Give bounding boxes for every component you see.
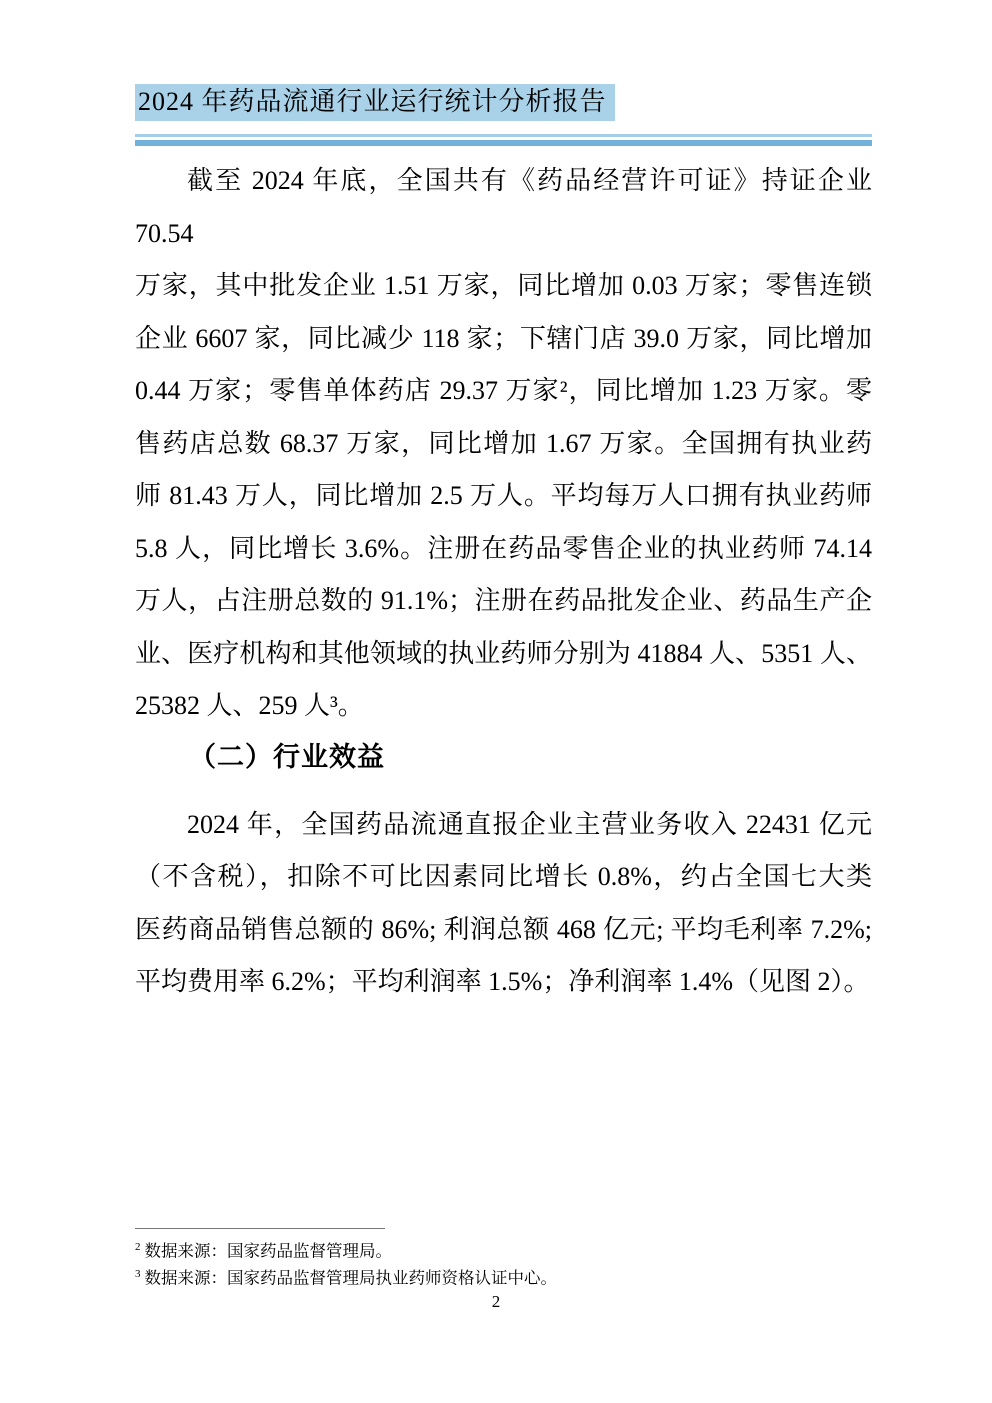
header-double-rule (135, 134, 872, 146)
paragraph-line: 25382 人、259 人³。 (135, 691, 364, 720)
paragraph-line: 万人，占注册总数的 91.1%；注册在药品批发企业、药品生产企 (135, 586, 872, 615)
footnote-text: 数据来源：国家药品监督管理局执业药师资格认证中心。 (144, 1268, 557, 1287)
footnote-marker: 2 (135, 1241, 141, 1253)
footnote-item (135, 1263, 872, 1290)
paragraph-line: 2024 年，全国药品流通直报企业主营业务收入 22431 亿元 (187, 809, 872, 839)
paragraph-line: 0.44 万家；零售单体药店 29.37 万家²，同比增加 1.23 万家。零 (135, 376, 872, 405)
footnote-item (135, 1236, 872, 1263)
paragraph-line: 医药商品销售总额的 86%; 利润总额 468 亿元; 平均毛利率 7.2%; (135, 914, 872, 944)
section-heading-industry-benefit: （二）行业效益 (189, 741, 385, 772)
paragraph-line: 企业 6607 家，同比减少 118 家；下辖门店 39.0 万家，同比增加 (135, 323, 872, 353)
paragraph-industry-benefit (135, 799, 872, 1009)
paragraph-line: 截至 2024 年底，全国共有《药品经营许可证》持证企业 70.54 (135, 166, 879, 248)
page-header (135, 84, 872, 146)
paragraph-line: （不含税），扣除不可比因素同比增长 0.8%，约占全国七大类 (135, 862, 872, 891)
paragraph-line: 平均费用率 6.2%；平均利润率 1.5%；净利润率 1.4%（见图 2）。 (135, 967, 870, 996)
page-content (135, 84, 879, 1009)
page-number: 2 (491, 1292, 501, 1311)
paragraph-line: 5.8 人，同比增长 3.6%。注册在药品零售企业的执业药师 74.14 (135, 533, 872, 563)
header-rule-thick (135, 140, 872, 146)
footnote-separator (135, 1228, 385, 1229)
footnote-text: 数据来源：国家药品监督管理局。 (144, 1241, 392, 1261)
page-header-title: 2024 年药品流通行业运行统计分析报告 (135, 84, 615, 121)
paragraph-line: 业、医疗机构和其他领域的执业药师分别为 41884 人、5351 人、 (135, 638, 872, 668)
paragraph-line: 售药店总数 68.37 万家，同比增加 1.67 万家。全国拥有执业药 (135, 428, 872, 458)
paragraph-line: 万家，其中批发企业 1.51 万家，同比增加 0.03 万家；零售连锁 (135, 271, 872, 300)
paragraph-industry-scale (135, 155, 879, 733)
paragraph-line: 师 81.43 万人，同比增加 2.5 万人。平均每万人口拥有执业药师 (135, 481, 872, 510)
footnotes-section (135, 1228, 872, 1289)
footnote-marker: 3 (135, 1267, 141, 1280)
